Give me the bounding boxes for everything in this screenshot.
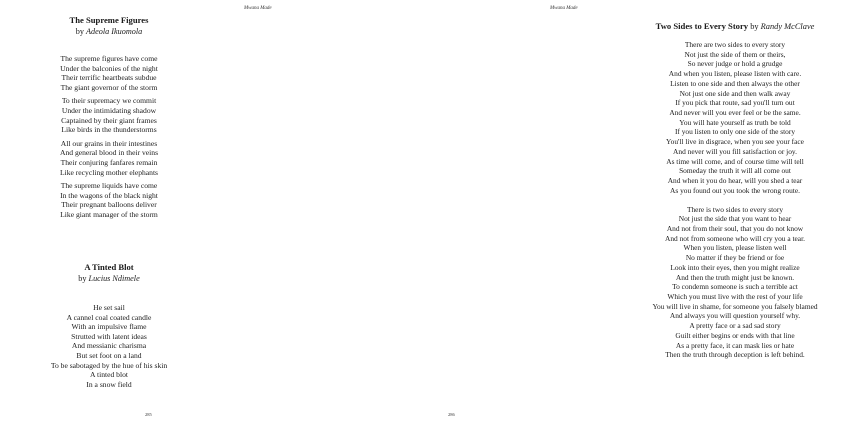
poem-line: Like recycling mother elephants: [59, 167, 159, 177]
poem-line: And always you will question yourself why.: [669, 311, 801, 321]
poem-author: Adeola Ikuomola: [86, 27, 143, 36]
page-number: 285: [145, 412, 152, 417]
poem-line: In the wagons of the black night: [60, 190, 158, 200]
poem-line: Captained by their giant frames: [61, 115, 157, 125]
by-word: by: [78, 274, 87, 283]
poem-line: You will hate yourself as truth be told: [679, 117, 791, 127]
poem-line: You'll live in disgrace, when you see your face: [666, 137, 804, 147]
poem-line: And never will you fill satisfaction or joy.: [673, 146, 797, 156]
poem-line: Like birds in the thunderstorms: [61, 125, 157, 135]
poem-line: Their terrific heartbeats subdue: [61, 73, 157, 83]
poem-line: In a snow field: [86, 379, 132, 389]
stanza: [20, 303, 198, 389]
running-head: Mwana Made: [550, 6, 578, 11]
poem-line: But set foot on a land: [76, 350, 142, 360]
by-word: by: [748, 22, 761, 31]
poem-supreme-figures: [20, 15, 198, 220]
running-head: Mwana Made: [244, 6, 272, 11]
poem-line: And not from their soul, that you do not know: [666, 223, 804, 233]
poem-line: And not from someone who will cry you a tear.: [665, 233, 805, 243]
poem-tinted-blot: [20, 262, 198, 389]
poem-line: The supreme figures have come: [60, 54, 158, 63]
poem-line: To be sabotaged by the hue of his skin: [50, 360, 168, 370]
poem-line: As a pretty face, it can mask lies or hate: [675, 340, 795, 350]
poem-line: Like giant manager of the storm: [60, 209, 158, 219]
poem-line: Not just the side of them or theirs,: [684, 49, 786, 59]
poem-author: Randy McClave: [760, 22, 815, 31]
poem-stanzas: [20, 54, 198, 220]
poem-line: Then the truth through deception is left behind.: [665, 350, 805, 360]
poem-line: When you listen, please listen well: [683, 243, 787, 253]
poem-line: Not just the side that you want to hear: [678, 214, 792, 224]
poem-two-sides: [620, 21, 850, 360]
poem-line: There are two sides to every story: [684, 40, 786, 49]
poem-line: Under the balconies of the night: [60, 63, 158, 73]
stanza: [20, 139, 198, 177]
poem-line: As time will come, and of course time will tell: [666, 156, 804, 166]
poem-line: All our grains in their intestines: [60, 138, 158, 148]
poem-title: The Supreme Figures: [69, 15, 149, 25]
right-page: [300, 0, 818, 424]
poem-line: Their conjuring fanfares remain: [60, 157, 158, 167]
poem-author: Lucius Ndimele: [88, 274, 140, 283]
poem-line: If you listen to only one side of the story: [674, 127, 796, 137]
stanza: [20, 54, 198, 92]
poem-byline: [20, 26, 198, 37]
poem-line: And then the truth might just be known.: [675, 272, 795, 282]
stanza: [620, 205, 850, 361]
poem-line: So never judge or hold a grudge: [687, 59, 783, 69]
poem-line: A pretty face or a sad sad story: [689, 321, 781, 331]
poem-line: Guilt either begins or ends with that line: [675, 330, 795, 340]
by-word: by: [75, 27, 84, 36]
page-number: 286: [448, 412, 455, 417]
poem-line: Under the intimidating shadow: [61, 105, 157, 115]
poem-line: He set sail: [93, 303, 125, 312]
poem-line: Not just one side and then walk away: [679, 88, 791, 98]
poem-title: A Tinted Blot: [84, 262, 134, 272]
poem-line: And never will you ever feel or be the same.: [669, 108, 801, 118]
left-page: [0, 0, 300, 424]
poem-line: No matter if they be friend or foe: [685, 253, 785, 263]
poem-line: A cannel coal coated candle: [66, 312, 152, 322]
poem-line: Listen to one side and then always the other: [670, 78, 800, 88]
poem-byline: [20, 273, 198, 284]
poem-line: With an impulsive flame: [71, 322, 147, 332]
poem-title: Two Sides to Every Story: [655, 21, 749, 31]
stanza: [20, 181, 198, 219]
poem-line: If you pick that route, sad you'll turn out: [675, 98, 795, 108]
poem-line: To their supremacy we commit: [61, 96, 157, 106]
poem-line: The supreme liquids have come: [60, 181, 158, 191]
poem-line: The giant governor of the storm: [60, 82, 158, 92]
poem-line: A tinted blot: [90, 370, 128, 380]
poem-line: To condemn someone is such a terrible act: [672, 282, 798, 292]
poem-stanzas: [620, 40, 850, 360]
stanza: [20, 96, 198, 134]
poem-line: Someday the truth it will all come out: [679, 166, 791, 176]
stanza: [620, 40, 850, 196]
poem-line: And messianic charisma: [71, 341, 147, 351]
poem-stanzas: [20, 303, 198, 389]
poem-line: Strutted with latent ideas: [71, 331, 147, 341]
poem-line: And when it you do hear, will you shed a tear: [667, 176, 803, 186]
poem-line: And general blood in their veins: [59, 148, 159, 158]
poem-line: You will live in shame, for someone you falsely blamed: [652, 301, 818, 311]
poem-line: Which you must live with the rest of your life: [667, 291, 803, 301]
poem-title-row: [620, 21, 850, 32]
poem-line: Their pregnant balloons deliver: [61, 200, 157, 210]
poem-line: Look into their eyes, then you might realize: [670, 262, 800, 272]
poem-line: There is two sides to every story: [686, 204, 784, 214]
poem-line: And when you listen, please listen with care.: [668, 69, 802, 79]
poem-line: As you found out you took the wrong route.: [670, 185, 800, 195]
